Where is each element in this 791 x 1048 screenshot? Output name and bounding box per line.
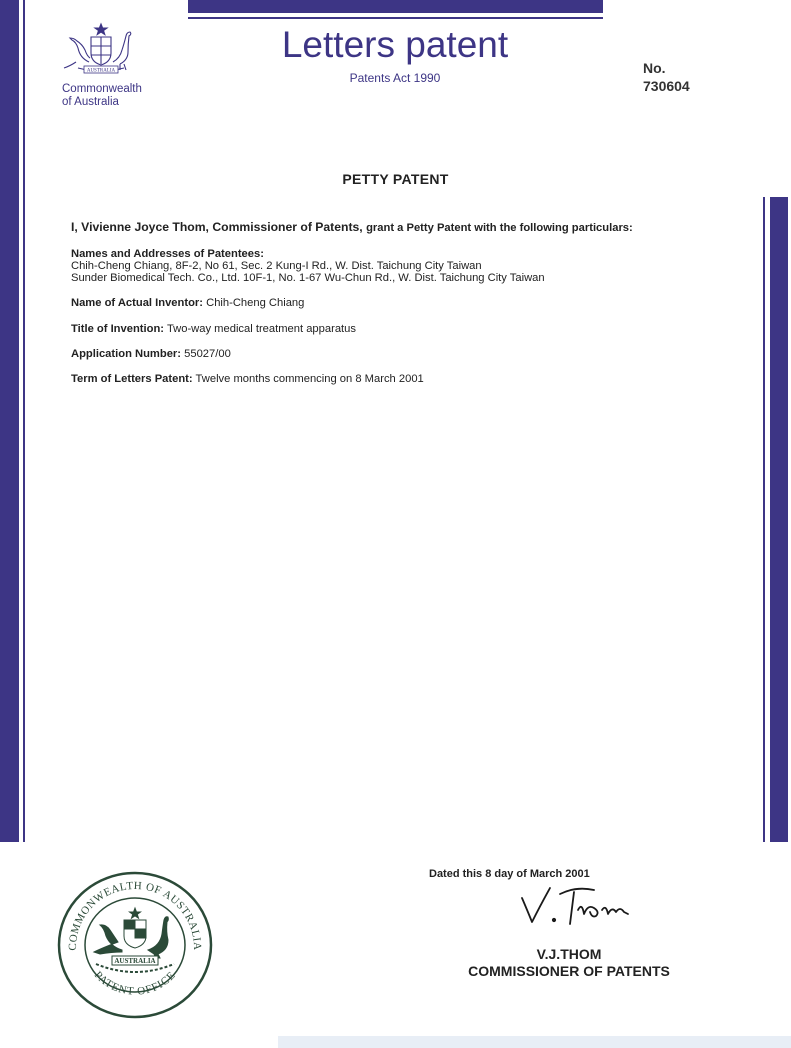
patent-office-seal-icon (56, 870, 214, 1020)
svg-text:PATENT OFFICE (92, 969, 178, 998)
grant-suffix: grant a Petty Patent with the following particulars: (366, 222, 633, 234)
term-row (71, 373, 424, 385)
crest-banner-text: AUSTRALIA (86, 68, 116, 74)
left-border-bar (0, 0, 19, 842)
term-label: Term of Letters Patent: (71, 373, 193, 385)
patent-number: 730604 (643, 78, 690, 94)
issuer-label (62, 83, 172, 109)
patentee-entry: Sunder Biomedical Tech. Co., Ltd. 10F-1, No. 1-67 Wu-Chun Rd., W. Dist. Taichung City Taiwan (71, 272, 545, 284)
application-number-label: Application Number: (71, 348, 182, 360)
inventor-label: Name of Actual Inventor: (71, 297, 203, 309)
document-subtitle: Patents Act 1990 (349, 71, 441, 85)
coat-of-arms-icon (60, 22, 142, 80)
patentees-heading: Names and Addresses of Patentees: (71, 248, 264, 260)
right-border-bar (770, 197, 788, 842)
bottom-strip (278, 1036, 791, 1048)
grant-statement (71, 220, 633, 234)
top-border-bar (188, 0, 603, 13)
application-number-value: 55027/00 (184, 348, 231, 360)
seal-top-text: COMMONWEALTH OF AUSTRALIA (66, 879, 204, 951)
inventor-value: Chih-Cheng Chiang (206, 297, 305, 309)
right-border-line (763, 197, 765, 842)
invention-title-value: Two-way medical treatment apparatus (166, 323, 356, 335)
seal-bottom-text: PATENT OFFICE (91, 969, 179, 998)
term-value: Twelve months commencing on 8 March 2001 (195, 373, 424, 385)
patent-type-heading: PETTY PATENT (342, 171, 449, 187)
signatory-name: V.J.THOM (536, 946, 602, 962)
application-number-row (71, 348, 231, 360)
handwritten-signature (516, 880, 640, 930)
issuer-line-2: of Australia (62, 96, 119, 108)
inventor-row (71, 297, 304, 309)
document-title: Letters patent (281, 24, 509, 65)
signatory-title: COMMISSIONER OF PATENTS (468, 963, 670, 979)
left-border-line (23, 0, 25, 842)
top-border-line (188, 17, 603, 19)
patentee-entry: Chih-Cheng Chiang, 8F-2, No 61, Sec. 2 Kung-I Rd., W. Dist. Taichung City Taiwan (71, 260, 482, 272)
invention-title-row (71, 323, 356, 335)
patent-number-label: No. (643, 60, 666, 76)
invention-title-label: Title of Invention: (71, 323, 165, 335)
grant-prefix: I, Vivienne Joyce Thom, Commissioner of Patents, (71, 220, 363, 234)
issuer-line-1: Commonwealth (62, 83, 142, 95)
seal-banner-text: AUSTRALIA (114, 957, 156, 966)
dated-line: Dated this 8 day of March 2001 (429, 868, 590, 880)
